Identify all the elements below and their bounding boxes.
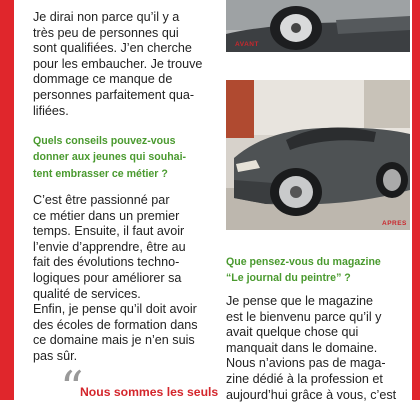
quote-mark-icon: “	[60, 361, 84, 415]
photo-caption-before: AVANT	[235, 41, 259, 48]
page-border-left	[0, 0, 14, 400]
text-line: sont qualifiées. J’en cherche	[33, 41, 192, 56]
text-line: lifiées.	[33, 103, 69, 118]
photo-after	[226, 80, 410, 230]
text-line: est le bienvenu parce qu’il y	[226, 309, 382, 324]
text-line: fait des évolutions techno-	[33, 255, 180, 270]
text-line: zine dédié à la profession et	[226, 371, 383, 386]
text-line: logiques pour améliorer sa	[33, 270, 182, 285]
text-line: manquait dans le domaine.	[226, 340, 378, 355]
question-line: donner aux jeunes qui souhai-	[33, 151, 187, 164]
text-line: personnes parfaitement qua-	[33, 87, 195, 102]
text-line: Je dirai non parce qu’il y a	[33, 10, 180, 24]
answer-paragraph-3	[226, 294, 396, 403]
text-line: C’est être passionné par	[33, 193, 170, 207]
text-line: dommage ce manque de	[33, 72, 173, 87]
photo-caption-after: APRES	[382, 220, 407, 227]
answer-paragraph-2	[33, 193, 198, 365]
text-line: ce domaine mais je n’en suis	[33, 333, 195, 348]
question-2	[226, 254, 381, 287]
question-line: Quels conseils pouvez-vous	[33, 135, 176, 147]
question-line: “Le journal du peintre” ?	[226, 272, 351, 285]
text-line: aujourd’hui grâce à vous, c’est	[226, 387, 397, 402]
question-line: Que pensez-vous du magazine	[226, 256, 381, 268]
text-line: pour les embaucher. Je trouve	[33, 56, 203, 71]
text-line: avait quelque chose qui	[226, 325, 359, 340]
text-line: temps. Ensuite, il faut avoir	[33, 224, 185, 239]
answer-paragraph-1	[33, 10, 202, 119]
text-line: des écoles de formation dans	[33, 317, 198, 332]
pull-quote: Nous sommes les seuls	[80, 385, 219, 399]
text-line: ce métier dans un premier	[33, 208, 180, 223]
text-line: très peu de personnes qui	[33, 25, 179, 40]
question-1	[33, 133, 186, 182]
page-border-right	[412, 0, 420, 400]
text-line: Je pense que le magazine	[226, 294, 374, 308]
text-line: Enfin, je pense qu’il doit avoir	[33, 302, 197, 317]
question-line: tent embrasser ce métier ?	[33, 167, 168, 180]
text-line: l’envie d’apprendre, être au	[33, 239, 186, 254]
text-line: qualité de services.	[33, 286, 141, 301]
text-line: Nous n’avions pas de maga-	[226, 356, 386, 371]
text-line: pas sûr.	[33, 348, 78, 363]
